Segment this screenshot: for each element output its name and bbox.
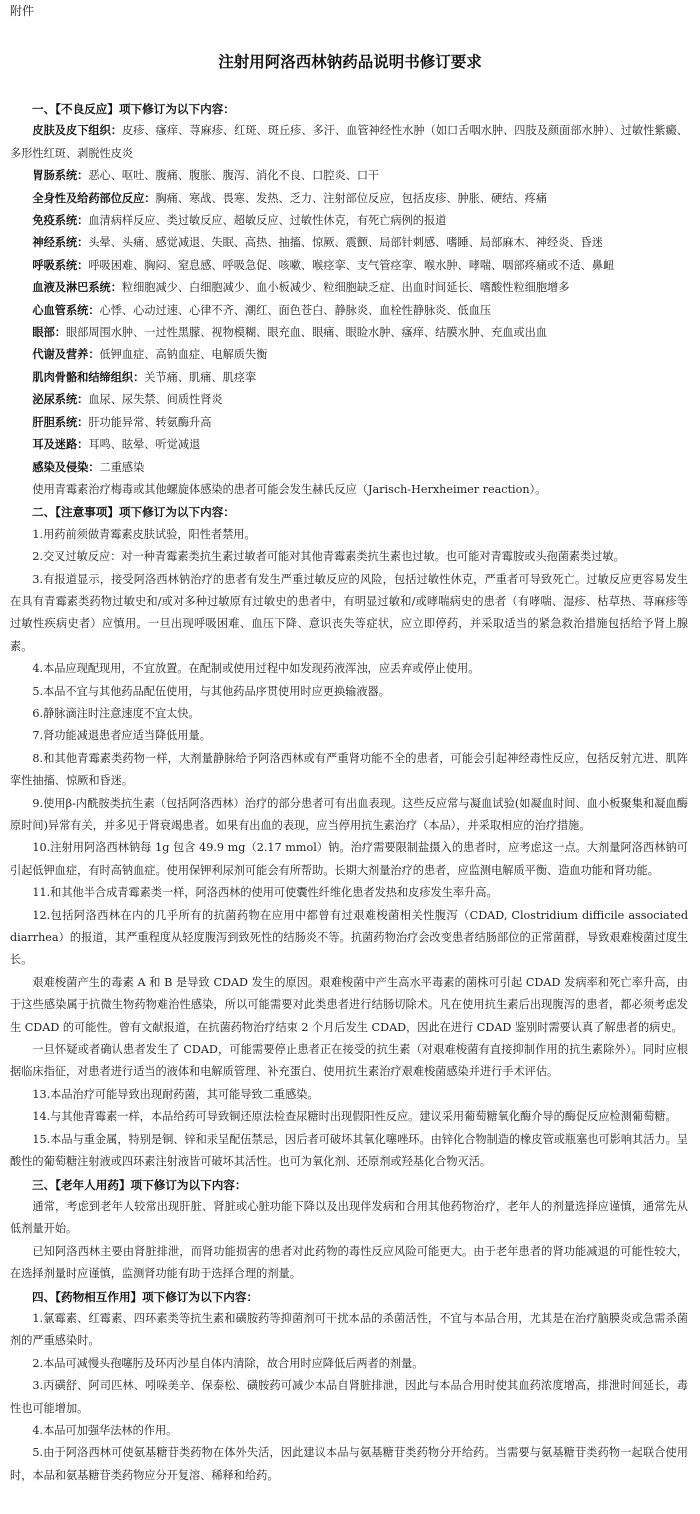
paragraph xyxy=(10,434,688,456)
paragraph xyxy=(10,188,688,210)
item-text: 肝功能异常、转氨酶升高 xyxy=(88,415,212,429)
item-text: 13.本品治疗可能导致出现耐药菌，其可能导致二重感染。 xyxy=(32,1087,319,1101)
item-text: 粒细胞减少、白细胞减少、血小板减少、粒细胞缺乏症、出血时间延长、嗜酸性粒细胞增多 xyxy=(121,281,570,295)
item-text: 4.本品可加强华法林的作用。 xyxy=(32,1423,178,1437)
paragraph xyxy=(10,277,688,299)
item-text: 通常，考虑到老年人较常出现肝脏、肾脏或心脏功能下降以及出现伴发病和合用其他药物治疗，老年人的剂量选择应谨慎，通常先从低剂量开始。 xyxy=(10,1199,688,1236)
item-text: 2.交叉过敏反应：对一种青霉素类抗生素过敏者可能对其他青霉素类抗生素也过敏。也可能对青霉胺或头孢菌素类过敏。 xyxy=(32,550,625,564)
item-label: 眼部： xyxy=(32,326,66,340)
paragraph xyxy=(10,1442,688,1487)
item-text: 头晕、头痛、感觉减退、失眠、高热、抽搐、惊厥、震颤、局部针刺感、嗜睡、局部麻木、神经炎、昏迷 xyxy=(88,236,603,250)
item-label: 肝胆系统： xyxy=(32,415,89,429)
item-text: 5.由于阿洛西林可使氨基糖苷类药物在体外失活，因此建议本品与氨基糖苷类药物分开给药。当需要与氨基糖苷类药物一起联合使用时，本品和氨基糖苷类药物应分开复溶、稀释和给药。 xyxy=(10,1446,688,1482)
item-label: 肌肉骨骼和结缔组织： xyxy=(32,370,145,384)
item-text: 7.肾功能减退患者应适当降低用量。 xyxy=(32,729,211,743)
item-label: 感染及侵染： xyxy=(32,460,100,474)
item-text: 一旦怀疑或者确认患者发生了 CDAD，可能需要停止患者正在接受的抗生素（对艰难梭菌有直接抑制作用的抗生素除外）。同时应根据临床指征，对患者进行适当的液体和电解质管理、补充蛋白、使用抗生素治疗艰难梭菌感染并进行手术评估。 xyxy=(10,1043,688,1079)
item-text: 6.静脉滴注时注意速度不宜太快。 xyxy=(32,706,200,720)
item-text: 使用青霉素治疗梅毒或其他螺旋体感染的患者可能会发生赫氏反应（Jarisch-Herxheimer reaction）。 xyxy=(32,482,547,496)
item-text: 呼吸困难、胸闷、窒息感、呼吸急促、咳嗽、喉痉挛、支气管痉挛、喉水肿、哮喘、咽部疼痛或不适、鼻衄 xyxy=(88,258,615,272)
paragraph xyxy=(10,905,688,972)
item-text: 9.使用β-内酰胺类抗生素（包括阿洛西林）治疗的部分患者可有出血表现。这些反应常与凝血试验(如凝血时间、血小板聚集和凝血酶原时间)异常有关，并多见于肾衰竭患者。如果有出血的表现，应当停用抗生素治疗（本品），并采取相应的治疗措施。 xyxy=(10,796,688,832)
paragraph xyxy=(10,725,688,747)
paragraph xyxy=(10,367,688,389)
item-text: 12.包括阿洛西林在内的几乎所有的抗菌药物在应用中都曾有过艰难梭菌相关性腹泻（CDAD, Clostridium difficile associated diarrhea）的报道，其严重程度从轻度腹泻到致死性的结肠炎不等。抗菌药物治疗会改变患者结肠部位的正常菌群，导致艰难梭菌过度生长。 xyxy=(10,908,688,967)
item-label: 神经系统： xyxy=(32,236,89,250)
paragraph xyxy=(10,524,688,546)
paragraph xyxy=(10,748,688,793)
item-text: 14.与其他青霉素一样，本品给药可导致铜还原法检查尿糖时出现假阳性反应。建议采用葡萄糖氧化酶介导的酶促反应检测葡萄糖。 xyxy=(32,1110,677,1124)
item-text: 耳鸣、眩晕、听觉减退 xyxy=(88,438,201,452)
paragraph xyxy=(10,457,688,479)
item-label: 血液及淋巴系统： xyxy=(32,281,122,295)
item-text: 2.本品可减慢头孢噻肟及环丙沙星自体内清除，故合用时应降低后两者的剂量。 xyxy=(32,1356,424,1370)
section-heading: 四、【药物相互作用】项下修订为以下内容： xyxy=(32,1289,259,1304)
paragraph xyxy=(10,412,688,434)
paragraph xyxy=(10,120,688,165)
paragraph xyxy=(10,389,688,411)
paragraph xyxy=(10,703,688,725)
item-text: 11.和其他半合成青霉素类一样，阿洛西林的使用可使囊性纤维化患者发热和皮疹发生率升高。 xyxy=(32,886,498,900)
item-text: 艰难梭菌产生的毒素 A 和 B 是导致 CDAD 发生的原因。艰难梭菌中产生高水平毒素的菌株可引起 CDAD 发病率和死亡率升高，由于这些感染属于抗微生物药物难治性感染，所以可能需要对此类患者进行结肠切除术。凡在使用抗生素后出现腹泻的患者，都必须考虑发生 CDAD 的可能性。曾有文献报道，在抗菌药物治疗结束 2 个月后发生 CDAD，因此在进行 CDAD 鉴别时需要认真了解患者的病史。 xyxy=(10,975,688,1034)
item-text: 4.本品应现配现用，不宜放置。在配制或使用过程中如发现药液浑浊，应丢弃或停止使用。 xyxy=(32,662,480,676)
paragraph xyxy=(10,322,688,344)
item-text: 二重感染 xyxy=(99,460,145,474)
paragraph xyxy=(10,210,688,232)
paragraph xyxy=(10,255,688,277)
paragraph xyxy=(10,1196,688,1241)
paragraph xyxy=(10,232,688,254)
item-label: 免疫系统： xyxy=(32,214,89,228)
document-body xyxy=(10,98,688,1487)
item-text: 1.用药前须做青霉素皮肤试验，阳性者禁用。 xyxy=(32,527,256,541)
paragraph xyxy=(10,1241,688,1286)
paragraph xyxy=(10,300,688,322)
item-text: 3.丙磺舒、阿司匹林、吲哚美辛、保泰松、磺胺药可减少本品自肾脏排泄，因此与本品合用时使其血药浓度增高，排泄时间延长，毒性也可能增加。 xyxy=(10,1379,688,1415)
paragraph xyxy=(10,344,688,366)
paragraph xyxy=(10,1353,688,1375)
item-text: 低钾血症、高钠血症、电解质失衡 xyxy=(99,348,268,362)
item-label: 代谢及营养： xyxy=(32,348,100,362)
paragraph xyxy=(10,658,688,680)
item-label: 呼吸系统： xyxy=(32,258,89,272)
item-label: 皮肤及皮下组织： xyxy=(32,124,123,138)
item-text: 3.有报道显示，接受阿洛西林钠治疗的患者有发生严重过敏反应的风险，包括过敏性休克，严重者可导致死亡。过敏反应更容易发生在具有青霉素类药物过敏史和/或对多种过敏原有过敏史的患者中，有明显过敏和/或哮喘病史的患者（有哮喘、湿疹、枯草热、荨麻疹等过敏性疾病史者）应慎用。一旦出现呼吸困难、血压下降、意识丧失等症状，应立即停药，并采取适当的紧急救治措施包括给予肾上腺素。 xyxy=(10,572,688,653)
item-text: 8.和其他青霉素类药物一样，大剂量静脉给予阿洛西林或有严重肾功能不全的患者，可能会引起神经毒性反应，包括反射亢进、肌阵挛性抽搐、惊厥和昏迷。 xyxy=(10,751,688,788)
section-heading: 一、【不良反应】项下修订为以下内容： xyxy=(32,102,235,116)
paragraph xyxy=(10,1039,688,1084)
item-text: 已知阿洛西林主要由肾脏排泄，而肾功能损害的患者对此药物的毒性反应风险可能更大。由于老年患者的肾功能减退的可能性较大，在选择剂量时应谨慎，监测肾功能有助于选择合理的剂量。 xyxy=(10,1244,688,1281)
paragraph xyxy=(10,1420,688,1442)
item-label: 全身性及给药部位反应： xyxy=(32,191,156,205)
item-text: 5.本品不宜与其他药品配伍使用，与其他药品序贯使用时应更换输液器。 xyxy=(32,684,390,698)
paragraph xyxy=(10,882,688,904)
paragraph xyxy=(10,1106,688,1128)
paragraph xyxy=(10,479,688,501)
paragraph xyxy=(10,569,688,659)
item-text: 血尿、尿失禁、间质性肾炎 xyxy=(88,393,223,407)
item-text: 胸痛、寒战、畏寒、发热、乏力、注射部位反应，包括皮疹、肿胀、硬结、疼痛 xyxy=(155,191,548,205)
section-heading: 三、【老年人用药】项下修订为以下内容： xyxy=(32,1177,247,1192)
item-text: 恶心、呕吐、腹痛、腹胀、腹泻、消化不良、口腔炎、口干 xyxy=(88,169,380,183)
item-text: 眼部周围水肿、一过性黑朦、视物模糊、眼充血、眼痛、眼睑水肿、瘙痒、结膜水肿、充血或出血 xyxy=(65,326,548,340)
document-title: 注射用阿洛西林钠药品说明书修订要求 xyxy=(218,53,482,71)
section-heading: 二、【注意事项】项下修订为以下内容： xyxy=(32,505,235,520)
item-text: 10.注射用阿洛西林钠每 1g 包含 49.9 mg（2.17 mmol）钠。治疗需要限制盐摄入的患者时，应考虑这一点。大剂量阿洛西林钠可引起低钾血症，有时高钠血症。使用保钾利尿剂可能会有所帮助。长期大剂量治疗的患者，应监测电解质平衡、造血功能和肾功能。 xyxy=(10,841,688,877)
paragraph xyxy=(10,1084,688,1106)
item-label: 泌尿系统： xyxy=(32,393,89,407)
item-text: 1.氯霉素、红霉素、四环素类等抗生素和磺胺药等抑菌剂可干扰本品的杀菌活性，不宜与本品合用，尤其是在治疗脑膜炎或急需杀菌剂的严重感染时。 xyxy=(10,1311,688,1348)
item-text: 15.本品与重金属，特别是铜、锌和汞呈配伍禁忌，因后者可破坏其氧化噻唑环。由锌化合物制造的橡皮管或瓶塞也可影响其活力。呈酸性的葡萄糖注射液或四环素注射液皆可破坏其活性。也可为氧化剂、还原剂或羟基化合物灭活。 xyxy=(10,1132,688,1169)
paragraph xyxy=(10,793,688,838)
attachment-label: 附件 xyxy=(10,4,35,18)
paragraph xyxy=(10,972,688,1039)
item-label: 胃肠系统： xyxy=(32,169,89,183)
item-text: 皮疹、瘙痒、荨麻疹、红斑、斑丘疹、多汗、血管神经性水肿（如口舌咽水肿、四肢及颜面部水肿）、过敏性紫癜、多形性红斑、剥脱性皮炎 xyxy=(10,124,688,160)
paragraph xyxy=(10,1308,688,1353)
paragraph xyxy=(10,681,688,703)
paragraph xyxy=(10,1375,688,1420)
item-label: 耳及迷路： xyxy=(32,438,89,452)
item-text: 血清病样反应、类过敏反应、超敏反应、过敏性休克，有死亡病例的报道 xyxy=(88,214,447,228)
item-label: 心血管系统： xyxy=(32,303,100,317)
paragraph xyxy=(10,165,688,187)
paragraph xyxy=(10,546,688,568)
item-text: 心悸、心动过速、心律不齐、潮红、面色苍白、静脉炎、血栓性静脉炎、低血压 xyxy=(99,303,492,317)
paragraph xyxy=(10,1129,688,1174)
item-text: 关节痛、肌痛、肌痉挛 xyxy=(144,370,257,384)
paragraph xyxy=(10,837,688,882)
